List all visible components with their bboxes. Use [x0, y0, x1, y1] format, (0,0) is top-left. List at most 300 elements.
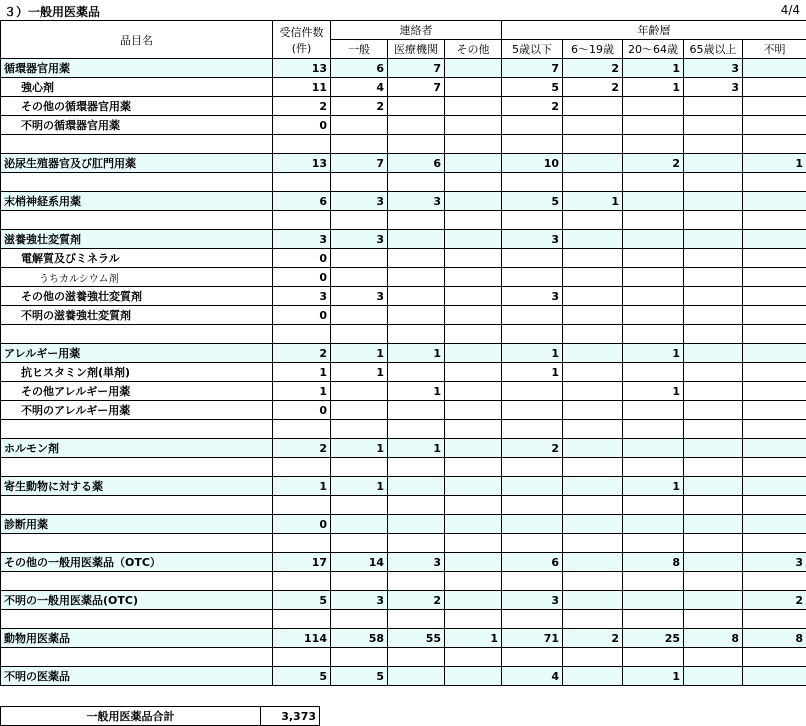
value-cell: [445, 591, 502, 610]
row-name: 不明の循環器官用薬: [1, 116, 273, 135]
row-name: アレルギー用薬: [1, 344, 273, 363]
table-row: [1, 667, 806, 686]
empty-cell: [623, 325, 684, 344]
value-cell: 7: [388, 78, 445, 97]
value-cell: [684, 230, 743, 249]
empty-cell: [743, 610, 806, 629]
value-cell: 2: [502, 439, 563, 458]
empty-cell: [331, 534, 388, 553]
value-cell: [743, 515, 806, 534]
empty-cell: [273, 325, 331, 344]
header-contact-other: その他: [445, 40, 502, 59]
value-cell: [445, 230, 502, 249]
empty-cell: [1, 610, 273, 629]
row-name: うちカルシウム剤: [1, 268, 273, 287]
empty-cell: [502, 458, 563, 477]
row-name: その他の循環器官用薬: [1, 97, 273, 116]
empty-cell: [502, 610, 563, 629]
value-cell: [623, 116, 684, 135]
value-cell: 1: [502, 363, 563, 382]
row-name: 不明のアレルギー用薬: [1, 401, 273, 420]
value-cell: 2: [502, 97, 563, 116]
value-cell: 8: [743, 629, 806, 648]
empty-cell: [563, 173, 623, 192]
row-name: 不明の一般用医薬品(OTC): [1, 591, 273, 610]
empty-cell: [1, 648, 273, 667]
value-cell: 10: [502, 154, 563, 173]
row-name: 不明の医薬品: [1, 667, 273, 686]
value-cell: [445, 154, 502, 173]
value-cell: [684, 667, 743, 686]
table-row: [1, 154, 806, 173]
empty-cell: [445, 325, 502, 344]
empty-cell: [743, 420, 806, 439]
empty-cell: [331, 325, 388, 344]
value-cell: [684, 515, 743, 534]
value-cell: 5: [502, 78, 563, 97]
header-count: [273, 21, 331, 59]
spacer-row: [1, 610, 806, 629]
empty-cell: [273, 610, 331, 629]
value-cell: [445, 59, 502, 78]
empty-cell: [273, 534, 331, 553]
row-name: 動物用医薬品: [1, 629, 273, 648]
value-cell: [502, 116, 563, 135]
value-cell: [623, 230, 684, 249]
empty-cell: [502, 572, 563, 591]
value-cell: [743, 439, 806, 458]
table-row: [1, 344, 806, 363]
value-cell: 1: [331, 363, 388, 382]
value-cell: [388, 477, 445, 496]
value-cell: [684, 477, 743, 496]
empty-cell: [445, 420, 502, 439]
value-cell: 3: [388, 553, 445, 572]
empty-cell: [563, 534, 623, 553]
value-cell: 0: [273, 249, 331, 268]
value-cell: [563, 249, 623, 268]
value-cell: 17: [273, 553, 331, 572]
row-name: 電解質及びミネラル: [1, 249, 273, 268]
row-name: 循環器官用薬: [1, 59, 273, 78]
value-cell: [623, 363, 684, 382]
data-table: [0, 20, 806, 686]
spacer-row: [1, 325, 806, 344]
header-age-group: 年齢層: [502, 21, 806, 40]
value-cell: 1: [623, 382, 684, 401]
empty-cell: [331, 211, 388, 230]
value-cell: [563, 97, 623, 116]
value-cell: [684, 97, 743, 116]
value-cell: [502, 306, 563, 325]
value-cell: 1: [273, 382, 331, 401]
empty-cell: [388, 458, 445, 477]
value-cell: 1: [502, 344, 563, 363]
empty-cell: [388, 173, 445, 192]
header-contact-general: 一般: [331, 40, 388, 59]
value-cell: [743, 667, 806, 686]
value-cell: 4: [502, 667, 563, 686]
value-cell: 3: [743, 553, 806, 572]
table-row: [1, 629, 806, 648]
empty-cell: [684, 325, 743, 344]
value-cell: [445, 515, 502, 534]
empty-cell: [331, 173, 388, 192]
empty-cell: [273, 496, 331, 515]
empty-cell: [743, 325, 806, 344]
value-cell: 1: [623, 344, 684, 363]
empty-cell: [273, 173, 331, 192]
value-cell: [563, 230, 623, 249]
header-contact-medical: 医療機関: [388, 40, 445, 59]
value-cell: [623, 287, 684, 306]
empty-cell: [331, 572, 388, 591]
value-cell: [388, 667, 445, 686]
table-row: [1, 78, 806, 97]
value-cell: [563, 268, 623, 287]
value-cell: [563, 667, 623, 686]
empty-cell: [1, 534, 273, 553]
value-cell: 5: [331, 667, 388, 686]
empty-cell: [388, 534, 445, 553]
value-cell: [502, 515, 563, 534]
value-cell: [684, 591, 743, 610]
page-number: 4/4: [781, 3, 800, 17]
empty-cell: [388, 420, 445, 439]
empty-cell: [273, 211, 331, 230]
value-cell: [684, 382, 743, 401]
value-cell: 2: [623, 154, 684, 173]
value-cell: [743, 192, 806, 211]
value-cell: 7: [388, 59, 445, 78]
table-row: [1, 477, 806, 496]
table-row: [1, 382, 806, 401]
empty-cell: [273, 135, 331, 154]
value-cell: 13: [273, 154, 331, 173]
empty-cell: [388, 211, 445, 230]
table-row: [1, 249, 806, 268]
empty-cell: [502, 211, 563, 230]
empty-cell: [445, 211, 502, 230]
value-cell: [563, 591, 623, 610]
empty-cell: [623, 610, 684, 629]
empty-cell: [684, 496, 743, 515]
empty-cell: [445, 135, 502, 154]
row-name: 不明の滋養強壮変質剤: [1, 306, 273, 325]
empty-cell: [331, 648, 388, 667]
value-cell: [445, 97, 502, 116]
spacer-row: [1, 572, 806, 591]
table-row: [1, 363, 806, 382]
header-age-unknown: 不明: [743, 40, 806, 59]
value-cell: 1: [331, 477, 388, 496]
value-cell: 71: [502, 629, 563, 648]
empty-cell: [1, 211, 273, 230]
empty-cell: [623, 458, 684, 477]
empty-cell: [684, 572, 743, 591]
value-cell: [331, 382, 388, 401]
row-name: その他の滋養強壮変質剤: [1, 287, 273, 306]
value-cell: 8: [623, 553, 684, 572]
value-cell: 6: [331, 59, 388, 78]
empty-cell: [388, 135, 445, 154]
value-cell: [388, 287, 445, 306]
empty-cell: [743, 173, 806, 192]
empty-cell: [388, 572, 445, 591]
spacer-row: [1, 496, 806, 515]
empty-cell: [388, 610, 445, 629]
value-cell: [563, 401, 623, 420]
empty-cell: [563, 420, 623, 439]
value-cell: 1: [388, 344, 445, 363]
empty-cell: [1, 173, 273, 192]
value-cell: [331, 268, 388, 287]
page-title: ３）一般用医薬品: [4, 3, 100, 20]
table-row: [1, 97, 806, 116]
value-cell: [445, 477, 502, 496]
value-cell: [743, 249, 806, 268]
value-cell: [388, 401, 445, 420]
value-cell: [445, 116, 502, 135]
value-cell: 2: [331, 97, 388, 116]
value-cell: [623, 515, 684, 534]
value-cell: 0: [273, 515, 331, 534]
row-name: 抗ヒスタミン剤(単剤): [1, 363, 273, 382]
empty-cell: [273, 648, 331, 667]
empty-cell: [623, 648, 684, 667]
value-cell: 2: [388, 591, 445, 610]
value-cell: 3: [331, 230, 388, 249]
value-cell: [684, 287, 743, 306]
value-cell: [331, 116, 388, 135]
value-cell: [445, 344, 502, 363]
value-cell: [331, 249, 388, 268]
empty-cell: [684, 211, 743, 230]
value-cell: [743, 230, 806, 249]
value-cell: [684, 249, 743, 268]
empty-cell: [273, 572, 331, 591]
value-cell: 0: [273, 268, 331, 287]
empty-cell: [743, 648, 806, 667]
value-cell: [623, 306, 684, 325]
value-cell: [563, 382, 623, 401]
value-cell: 1: [273, 477, 331, 496]
header-age-under5: 5歳以下: [502, 40, 563, 59]
empty-cell: [331, 135, 388, 154]
value-cell: [502, 401, 563, 420]
value-cell: [388, 268, 445, 287]
table-row: [1, 192, 806, 211]
row-name: その他アレルギー用薬: [1, 382, 273, 401]
value-cell: [445, 287, 502, 306]
row-name: 泌尿生殖器官及び肛門用薬: [1, 154, 273, 173]
value-cell: [743, 268, 806, 287]
value-cell: 7: [331, 154, 388, 173]
empty-cell: [388, 325, 445, 344]
value-cell: 3: [684, 78, 743, 97]
empty-cell: [445, 572, 502, 591]
row-name: その他の一般用医薬品（OTC）: [1, 553, 273, 572]
total-value: 3,373: [261, 707, 320, 726]
empty-cell: [1, 496, 273, 515]
table-row: [1, 515, 806, 534]
empty-cell: [502, 173, 563, 192]
value-cell: [445, 382, 502, 401]
empty-cell: [743, 458, 806, 477]
empty-cell: [502, 534, 563, 553]
empty-cell: [743, 496, 806, 515]
empty-cell: [563, 610, 623, 629]
table-row: [1, 591, 806, 610]
value-cell: [684, 344, 743, 363]
value-cell: 58: [331, 629, 388, 648]
empty-cell: [388, 648, 445, 667]
value-cell: 3: [388, 192, 445, 211]
value-cell: [445, 553, 502, 572]
empty-cell: [623, 173, 684, 192]
value-cell: [684, 306, 743, 325]
value-cell: [563, 116, 623, 135]
empty-cell: [445, 173, 502, 192]
spacer-row: [1, 458, 806, 477]
empty-cell: [684, 648, 743, 667]
spacer-row: [1, 211, 806, 230]
value-cell: [623, 249, 684, 268]
value-cell: 1: [331, 344, 388, 363]
value-cell: 3: [502, 230, 563, 249]
table-row: [1, 306, 806, 325]
value-cell: 1: [623, 477, 684, 496]
header-contact-group: 連絡者: [331, 21, 502, 40]
value-cell: 0: [273, 306, 331, 325]
empty-cell: [1, 420, 273, 439]
header-age-65plus: 65歳以上: [684, 40, 743, 59]
empty-cell: [684, 135, 743, 154]
empty-cell: [684, 534, 743, 553]
value-cell: [623, 591, 684, 610]
value-cell: [445, 667, 502, 686]
empty-cell: [502, 648, 563, 667]
value-cell: [623, 97, 684, 116]
empty-cell: [1, 325, 273, 344]
value-cell: [743, 78, 806, 97]
value-cell: 13: [273, 59, 331, 78]
value-cell: 3: [331, 591, 388, 610]
value-cell: [502, 477, 563, 496]
empty-cell: [563, 496, 623, 515]
empty-cell: [388, 496, 445, 515]
value-cell: [445, 192, 502, 211]
table-row: [1, 268, 806, 287]
value-cell: 6: [273, 192, 331, 211]
value-cell: [563, 439, 623, 458]
empty-cell: [331, 458, 388, 477]
empty-cell: [273, 420, 331, 439]
value-cell: [684, 154, 743, 173]
value-cell: 0: [273, 116, 331, 135]
value-cell: 1: [623, 667, 684, 686]
value-cell: [445, 268, 502, 287]
empty-cell: [445, 496, 502, 515]
value-cell: [563, 515, 623, 534]
empty-cell: [563, 648, 623, 667]
value-cell: 25: [623, 629, 684, 648]
empty-cell: [623, 211, 684, 230]
total-table: [0, 706, 320, 726]
empty-cell: [445, 648, 502, 667]
value-cell: [445, 249, 502, 268]
value-cell: 3: [331, 192, 388, 211]
empty-cell: [445, 534, 502, 553]
value-cell: [445, 439, 502, 458]
value-cell: 3: [502, 591, 563, 610]
empty-cell: [743, 534, 806, 553]
empty-cell: [684, 173, 743, 192]
spacer-row: [1, 420, 806, 439]
empty-cell: [623, 135, 684, 154]
value-cell: [743, 382, 806, 401]
empty-cell: [445, 610, 502, 629]
empty-cell: [684, 458, 743, 477]
value-cell: [563, 287, 623, 306]
value-cell: [743, 363, 806, 382]
value-cell: [502, 382, 563, 401]
value-cell: 5: [273, 667, 331, 686]
spacer-row: [1, 135, 806, 154]
empty-cell: [743, 572, 806, 591]
value-cell: [563, 477, 623, 496]
value-cell: [502, 268, 563, 287]
row-name: 診断用薬: [1, 515, 273, 534]
empty-cell: [623, 420, 684, 439]
value-cell: [388, 306, 445, 325]
value-cell: [684, 192, 743, 211]
value-cell: [331, 401, 388, 420]
value-cell: [388, 249, 445, 268]
empty-cell: [684, 420, 743, 439]
value-cell: 11: [273, 78, 331, 97]
value-cell: 5: [502, 192, 563, 211]
table-body: [1, 59, 806, 686]
row-name: 末梢神経系用薬: [1, 192, 273, 211]
value-cell: [502, 249, 563, 268]
value-cell: 1: [743, 154, 806, 173]
empty-cell: [331, 610, 388, 629]
table-row: [1, 230, 806, 249]
value-cell: 2: [743, 591, 806, 610]
value-cell: [684, 553, 743, 572]
header-count-line1: 受信件数: [280, 26, 324, 39]
table-row: [1, 287, 806, 306]
header-age-6-19: 6～19歳: [563, 40, 623, 59]
empty-cell: [623, 496, 684, 515]
value-cell: [445, 78, 502, 97]
empty-cell: [331, 496, 388, 515]
value-cell: [388, 116, 445, 135]
value-cell: [684, 401, 743, 420]
value-cell: [563, 154, 623, 173]
total-label: 一般用医薬品合計: [1, 707, 261, 726]
value-cell: 5: [273, 591, 331, 610]
value-cell: [743, 306, 806, 325]
empty-cell: [1, 135, 273, 154]
row-name: 寄生動物に対する薬: [1, 477, 273, 496]
value-cell: [743, 344, 806, 363]
value-cell: 0: [273, 401, 331, 420]
header-count-line2: (件): [292, 42, 312, 55]
value-cell: [445, 401, 502, 420]
value-cell: [388, 515, 445, 534]
